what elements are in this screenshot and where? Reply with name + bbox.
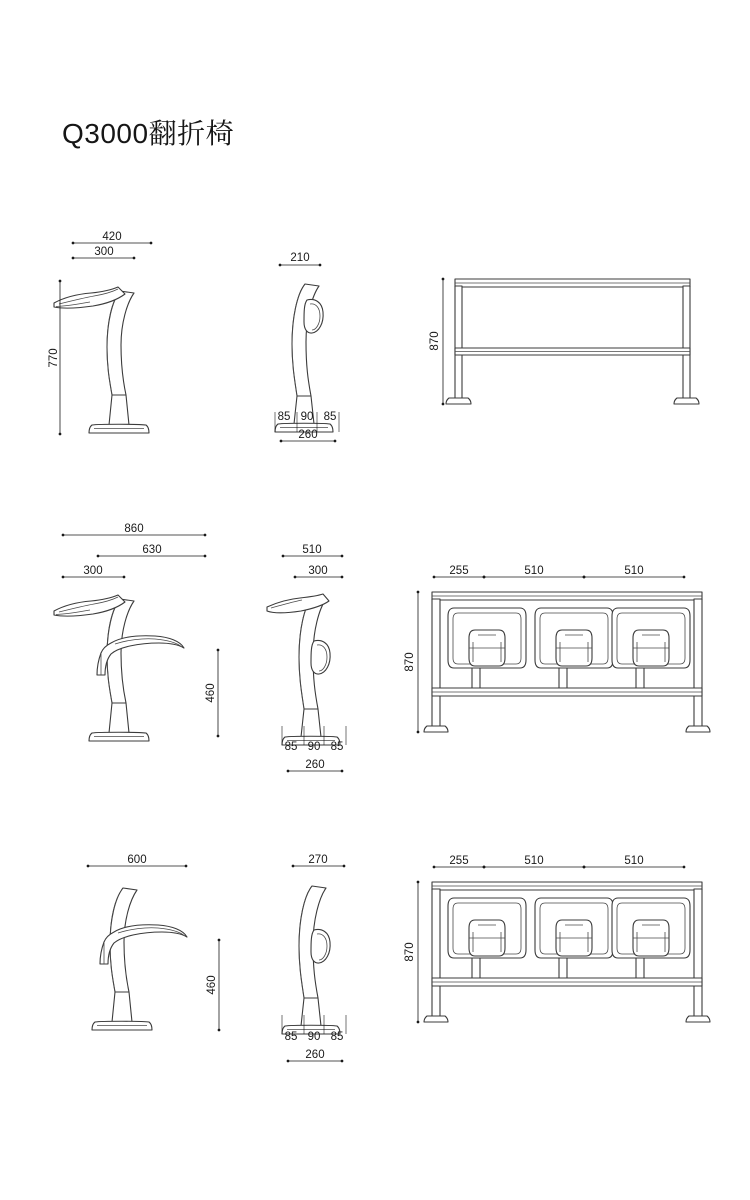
dim-value-255: 255	[449, 565, 469, 577]
dim-value-510-front: 510	[302, 544, 322, 556]
dim-value-255-short: 255	[449, 855, 469, 867]
dim-value-860: 860	[124, 523, 144, 535]
view-three-seat-row-elevation	[404, 565, 710, 732]
view-single-chair-side-folded	[48, 231, 151, 434]
view-single-chair-side-open-short	[88, 854, 219, 1030]
dim-value-85-left-2: 85	[284, 741, 298, 753]
dim-value-420: 420	[102, 231, 122, 243]
dim-value-210: 210	[290, 252, 310, 264]
dim-value-870-frame: 870	[429, 331, 441, 351]
dim-value-300-open: 300	[83, 565, 103, 577]
view-row-frame-elevation	[429, 279, 699, 404]
dim-460	[205, 650, 218, 736]
dim-value-85-left-3: 85	[284, 1031, 298, 1043]
dim-value-90-2: 90	[307, 741, 321, 753]
dim-value-300: 300	[94, 246, 114, 258]
dim-270	[293, 854, 344, 866]
dim-value-460: 460	[205, 683, 217, 703]
dim-row-pitch-short	[434, 855, 684, 867]
dim-510-front	[283, 544, 342, 556]
dim-value-870-row: 870	[404, 652, 416, 672]
dim-value-90-3: 90	[307, 1031, 321, 1043]
dim-value-510-b-short: 510	[624, 855, 644, 867]
view-single-chair-side-open	[54, 523, 218, 741]
dim-420	[73, 231, 151, 243]
view-single-chair-front-open	[267, 544, 346, 771]
dim-300-open	[63, 565, 124, 577]
dim-value-510-b: 510	[624, 565, 644, 577]
dim-value-630: 630	[142, 544, 162, 556]
dim-870-frame	[429, 279, 443, 404]
dim-value-870-row-short: 870	[404, 942, 416, 962]
dim-value-90: 90	[300, 411, 314, 423]
dim-600	[88, 854, 186, 866]
dim-870-row	[404, 592, 418, 732]
dim-value-260-2: 260	[305, 759, 325, 771]
dim-value-510-a-short: 510	[524, 855, 544, 867]
view-single-chair-front-open-short	[282, 854, 346, 1061]
dim-210	[280, 252, 320, 265]
dim-300	[73, 246, 134, 258]
page-title: Q3000翻折椅	[62, 118, 235, 149]
dim-value-85-right-3: 85	[330, 1031, 344, 1043]
dim-460-short	[206, 940, 219, 1030]
view-three-seat-row-elevation-short	[404, 855, 710, 1022]
dim-value-260: 260	[298, 429, 318, 441]
dim-value-600: 600	[127, 854, 147, 866]
dim-value-85-right: 85	[323, 411, 337, 423]
dim-value-260-3: 260	[305, 1049, 325, 1061]
dim-260-3	[288, 1049, 342, 1061]
dim-value-770: 770	[48, 348, 60, 368]
dim-value-300-front: 300	[308, 565, 328, 577]
dim-630	[98, 544, 205, 556]
dim-value-510-a: 510	[524, 565, 544, 577]
dim-value-270: 270	[308, 854, 328, 866]
dim-260-2	[288, 759, 342, 771]
dim-row-pitch	[434, 565, 684, 577]
dim-value-85-right-2: 85	[330, 741, 344, 753]
dim-value-85-left: 85	[277, 411, 291, 423]
dim-870-row-short	[404, 882, 418, 1022]
dim-value-460-short: 460	[206, 975, 218, 995]
dim-860	[63, 523, 205, 535]
dim-300-front	[295, 565, 342, 577]
view-single-chair-front-folded	[275, 252, 339, 441]
